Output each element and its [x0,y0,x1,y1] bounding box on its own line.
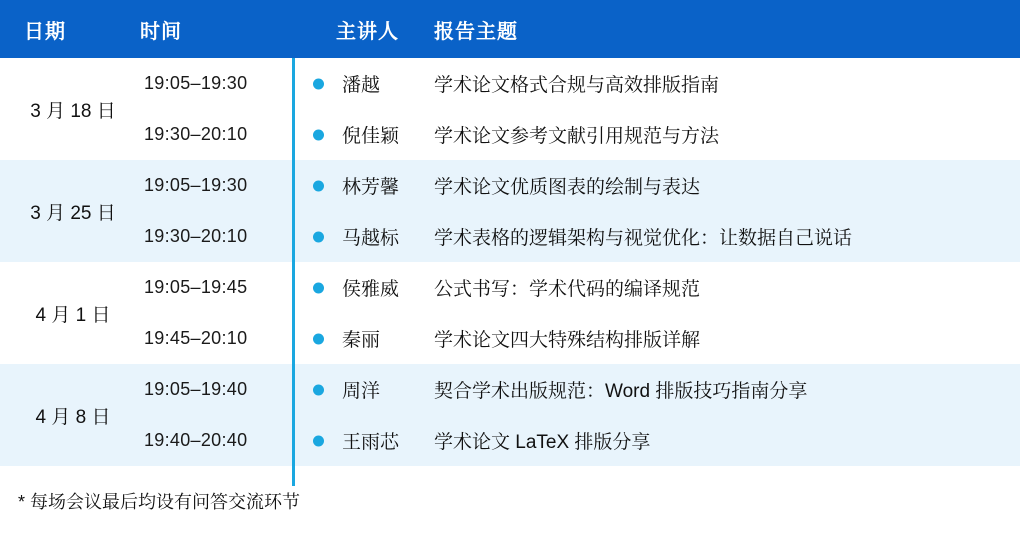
timeline-dot-cell [310,364,336,415]
schedule-group [0,262,1020,364]
column-header-speaker: 主讲人 [336,20,399,43]
footnote: * 每场会议最后均设有问答交流环节 [18,492,301,512]
row-topic: 学术论文四大特殊结构排版详解 [434,330,701,351]
timeline-dot-cell [310,211,336,262]
row-time: 19:30–20:10 [144,124,248,144]
timeline-dot-icon [313,231,324,242]
column-header-date: 日期 [24,20,66,43]
timeline-dot-cell [310,415,336,466]
timeline-dot-icon [313,282,324,293]
row-speaker: 侯雅威 [342,279,400,300]
row-time: 19:40–20:40 [144,430,248,450]
row-time: 19:05–19:30 [144,175,248,195]
schedule-group [0,160,1020,262]
row-speaker: 周洋 [342,381,381,402]
table-row [140,415,1020,466]
timeline-dot-cell [310,58,336,109]
timeline-dot-cell [310,262,336,313]
row-topic: 公式书写：学术代码的编译规范 [434,279,701,300]
row-topic: 学术表格的逻辑架构与视觉优化：让数据自己说话 [434,228,853,249]
row-topic: 学术论文 LaTeX 排版分享 [434,432,651,453]
timeline-dot-cell [310,109,336,160]
group-date: 3 月 25 日 [30,202,116,224]
row-speaker: 马越标 [342,228,400,249]
row-time: 19:45–20:10 [144,328,248,348]
group-date: 4 月 8 日 [35,406,111,428]
timeline-dot-icon [313,129,324,140]
timeline-dot-cell [310,313,336,364]
timeline-dot-cell [310,160,336,211]
table-row [140,262,1020,313]
row-speaker: 林芳馨 [342,177,400,198]
timeline-line [292,58,295,486]
row-topic: 学术论文格式合规与高效排版指南 [434,75,720,96]
schedule-group [0,364,1020,466]
table-header [0,0,1020,58]
row-time: 19:30–20:10 [144,226,248,246]
group-date: 3 月 18 日 [30,100,116,122]
row-topic: 学术论文优质图表的绘制与表达 [434,177,701,198]
table-row [140,160,1020,211]
row-speaker: 秦丽 [342,330,381,351]
row-speaker: 王雨芯 [342,432,400,453]
column-header-time: 时间 [140,20,182,43]
table-row [140,211,1020,262]
timeline-dot-icon [313,180,324,191]
schedule-group [0,58,1020,160]
table-row [140,109,1020,160]
group-date: 4 月 1 日 [35,304,111,326]
timeline-dot-icon [313,435,324,446]
row-topic: 契合学术出版规范：Word 排版技巧指南分享 [434,381,808,402]
row-time: 19:05–19:45 [144,277,248,297]
timeline-dot-icon [313,78,324,89]
row-time: 19:05–19:30 [144,73,248,93]
timeline-dot-icon [313,333,324,344]
row-speaker: 潘越 [342,75,381,96]
timeline-dot-icon [313,384,324,395]
table-row [140,313,1020,364]
table-row [140,58,1020,109]
row-time: 19:05–19:40 [144,379,248,399]
table-row [140,364,1020,415]
column-header-topic: 报告主题 [434,20,518,43]
row-speaker: 倪佳颖 [342,126,400,147]
row-topic: 学术论文参考文献引用规范与方法 [434,126,720,147]
